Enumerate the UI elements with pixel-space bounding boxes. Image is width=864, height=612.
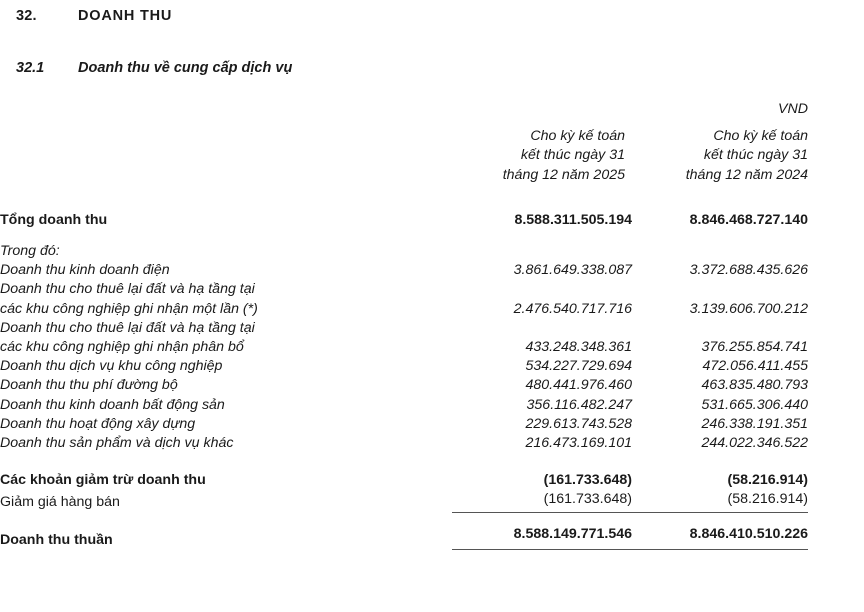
spacer-cell <box>0 100 452 127</box>
table-row <box>0 434 864 453</box>
value-2025 <box>452 490 632 512</box>
value-2025: 480.441.976.460 <box>525 377 632 394</box>
value-2025: 534.227.729.694 <box>525 358 632 375</box>
column-rule-double <box>452 547 632 550</box>
spacer-cell <box>808 261 864 280</box>
spacer-cell <box>808 319 864 338</box>
spacer-cell <box>632 319 808 338</box>
row-label: Giảm giá hàng bán <box>0 494 120 511</box>
value-2024-net-revenue <box>632 513 808 550</box>
table-row-breakdown-label <box>0 230 864 261</box>
header-2024-line1: Cho kỳ kế toán <box>713 128 808 145</box>
revenue-table <box>0 100 864 550</box>
row-label-deductions: Các khoản giảm trừ doanh thu <box>0 472 206 489</box>
row-label-breakdown: Trong đó: <box>0 243 60 260</box>
column-header-line3 <box>0 166 864 185</box>
value-2024: 531.665.306.440 <box>701 396 808 413</box>
spacer-cell <box>808 513 864 550</box>
spacer-cell <box>452 319 632 338</box>
table-row <box>0 396 864 415</box>
value-2025: 3.861.649.338.087 <box>513 262 632 279</box>
value-2025-text: 8.588.149.771.546 <box>513 525 632 542</box>
row-label-line2: các khu công nghiệp ghi nhận phân bổ <box>0 339 244 356</box>
value-2024: 376.255.854.741 <box>701 339 808 356</box>
value-2025: 433.248.348.361 <box>525 339 632 356</box>
spacer-cell <box>632 230 808 261</box>
spacer-cell <box>808 415 864 434</box>
header-2025-line1: Cho kỳ kế toán <box>530 128 625 145</box>
value-2024-text: 8.846.410.510.226 <box>689 525 808 542</box>
spacer-cell <box>0 127 452 146</box>
table-row-deduction-item <box>0 490 864 512</box>
value-2025: 216.473.169.101 <box>525 435 632 452</box>
column-header-line1 <box>0 127 864 146</box>
spacer-cell <box>808 280 864 299</box>
row-label-net-revenue: Doanh thu thuần <box>0 531 113 548</box>
value-2024: 244.022.346.522 <box>701 435 808 452</box>
value-2024: 472.056.411.455 <box>702 358 808 375</box>
value-2025-total-revenue: 8.588.311.505.194 <box>514 211 632 228</box>
section-number: 32. <box>16 8 37 24</box>
spacer-cell <box>808 185 864 230</box>
row-label: Doanh thu hoạt động xây dựng <box>0 415 196 432</box>
spacer-cell <box>808 357 864 376</box>
value-2024-total-revenue: 8.846.468.727.140 <box>689 211 808 228</box>
value-2025-deductions: (161.733.648) <box>543 472 632 489</box>
value-2024 <box>632 490 808 512</box>
section-title: DOANH THU <box>78 8 173 24</box>
spacer-cell <box>452 280 632 299</box>
spacer-cell <box>808 146 864 165</box>
spacer-cell <box>0 146 452 165</box>
spacer-cell <box>632 280 808 299</box>
value-2024: 3.372.688.435.626 <box>689 262 808 279</box>
table-row-deductions <box>0 453 864 490</box>
table-row <box>0 415 864 434</box>
value-2025: 356.116.482.247 <box>526 396 632 413</box>
row-label: Doanh thu sản phẩm và dịch vụ khác <box>0 435 234 452</box>
row-label-total-revenue: Tổng doanh thu <box>0 211 108 228</box>
table-row-wrap-line1 <box>0 280 864 299</box>
spacer-cell <box>808 453 864 490</box>
table-row <box>0 338 864 357</box>
spacer-cell <box>808 376 864 395</box>
value-2025-text: (161.733.648) <box>543 491 632 508</box>
table-row-total-revenue <box>0 185 864 230</box>
value-2025: 2.476.540.717.716 <box>513 300 632 317</box>
spacer-cell <box>0 166 452 185</box>
header-2025-line2: kết thúc ngày 31 <box>520 147 625 164</box>
table-row-wrap-line1 <box>0 319 864 338</box>
row-label-line1: Doanh thu cho thuê lại đất và hạ tầng tại <box>0 319 255 336</box>
table-row <box>0 261 864 280</box>
value-2024: 463.835.480.793 <box>701 377 808 394</box>
row-label-line2: các khu công nghiệp ghi nhận một lần (*) <box>0 300 258 317</box>
row-label: Doanh thu dịch vụ khu công nghiệp <box>0 358 223 375</box>
spacer-cell <box>452 230 632 261</box>
row-label: Doanh thu kinh doanh điện <box>0 262 170 279</box>
value-2025-net-revenue <box>452 513 632 550</box>
value-2024: 3.139.606.700.212 <box>689 300 808 317</box>
spacer-cell <box>808 396 864 415</box>
spacer-cell <box>808 127 864 146</box>
table-row <box>0 376 864 395</box>
column-header-line2 <box>0 146 864 165</box>
currency-label: VND <box>778 101 808 117</box>
value-2024: 246.338.191.351 <box>701 415 808 432</box>
header-2024-line2: kết thúc ngày 31 <box>703 147 808 164</box>
spacer-cell <box>808 338 864 357</box>
spacer-cell <box>808 434 864 453</box>
spacer-cell <box>808 490 864 512</box>
subsection-number: 32.1 <box>16 60 45 76</box>
row-label: Doanh thu thu phí đường bộ <box>0 377 178 394</box>
value-2025: 229.613.743.528 <box>525 415 632 432</box>
currency-row <box>0 100 864 127</box>
subsection-title: Doanh thu về cung cấp dịch vụ <box>78 60 293 76</box>
spacer-cell <box>452 100 632 127</box>
spacer-cell <box>808 100 864 127</box>
table-row-net-revenue <box>0 513 864 550</box>
spacer-cell <box>808 166 864 185</box>
spacer-cell <box>808 300 864 319</box>
value-2024-text: (58.216.914) <box>727 491 808 508</box>
table-row <box>0 357 864 376</box>
section-heading-32-1 <box>16 60 292 76</box>
section-heading-32 <box>16 8 172 24</box>
value-2024-deductions: (58.216.914) <box>727 472 808 489</box>
table-row <box>0 300 864 319</box>
row-label-line1: Doanh thu cho thuê lại đất và hạ tầng tại <box>0 281 255 298</box>
column-rule-double <box>632 547 808 550</box>
spacer-cell <box>808 230 864 261</box>
row-label: Doanh thu kinh doanh bất động sản <box>0 396 225 413</box>
header-2025-line3: tháng 12 năm 2025 <box>502 166 625 183</box>
header-2024-line3: tháng 12 năm 2024 <box>685 166 808 183</box>
